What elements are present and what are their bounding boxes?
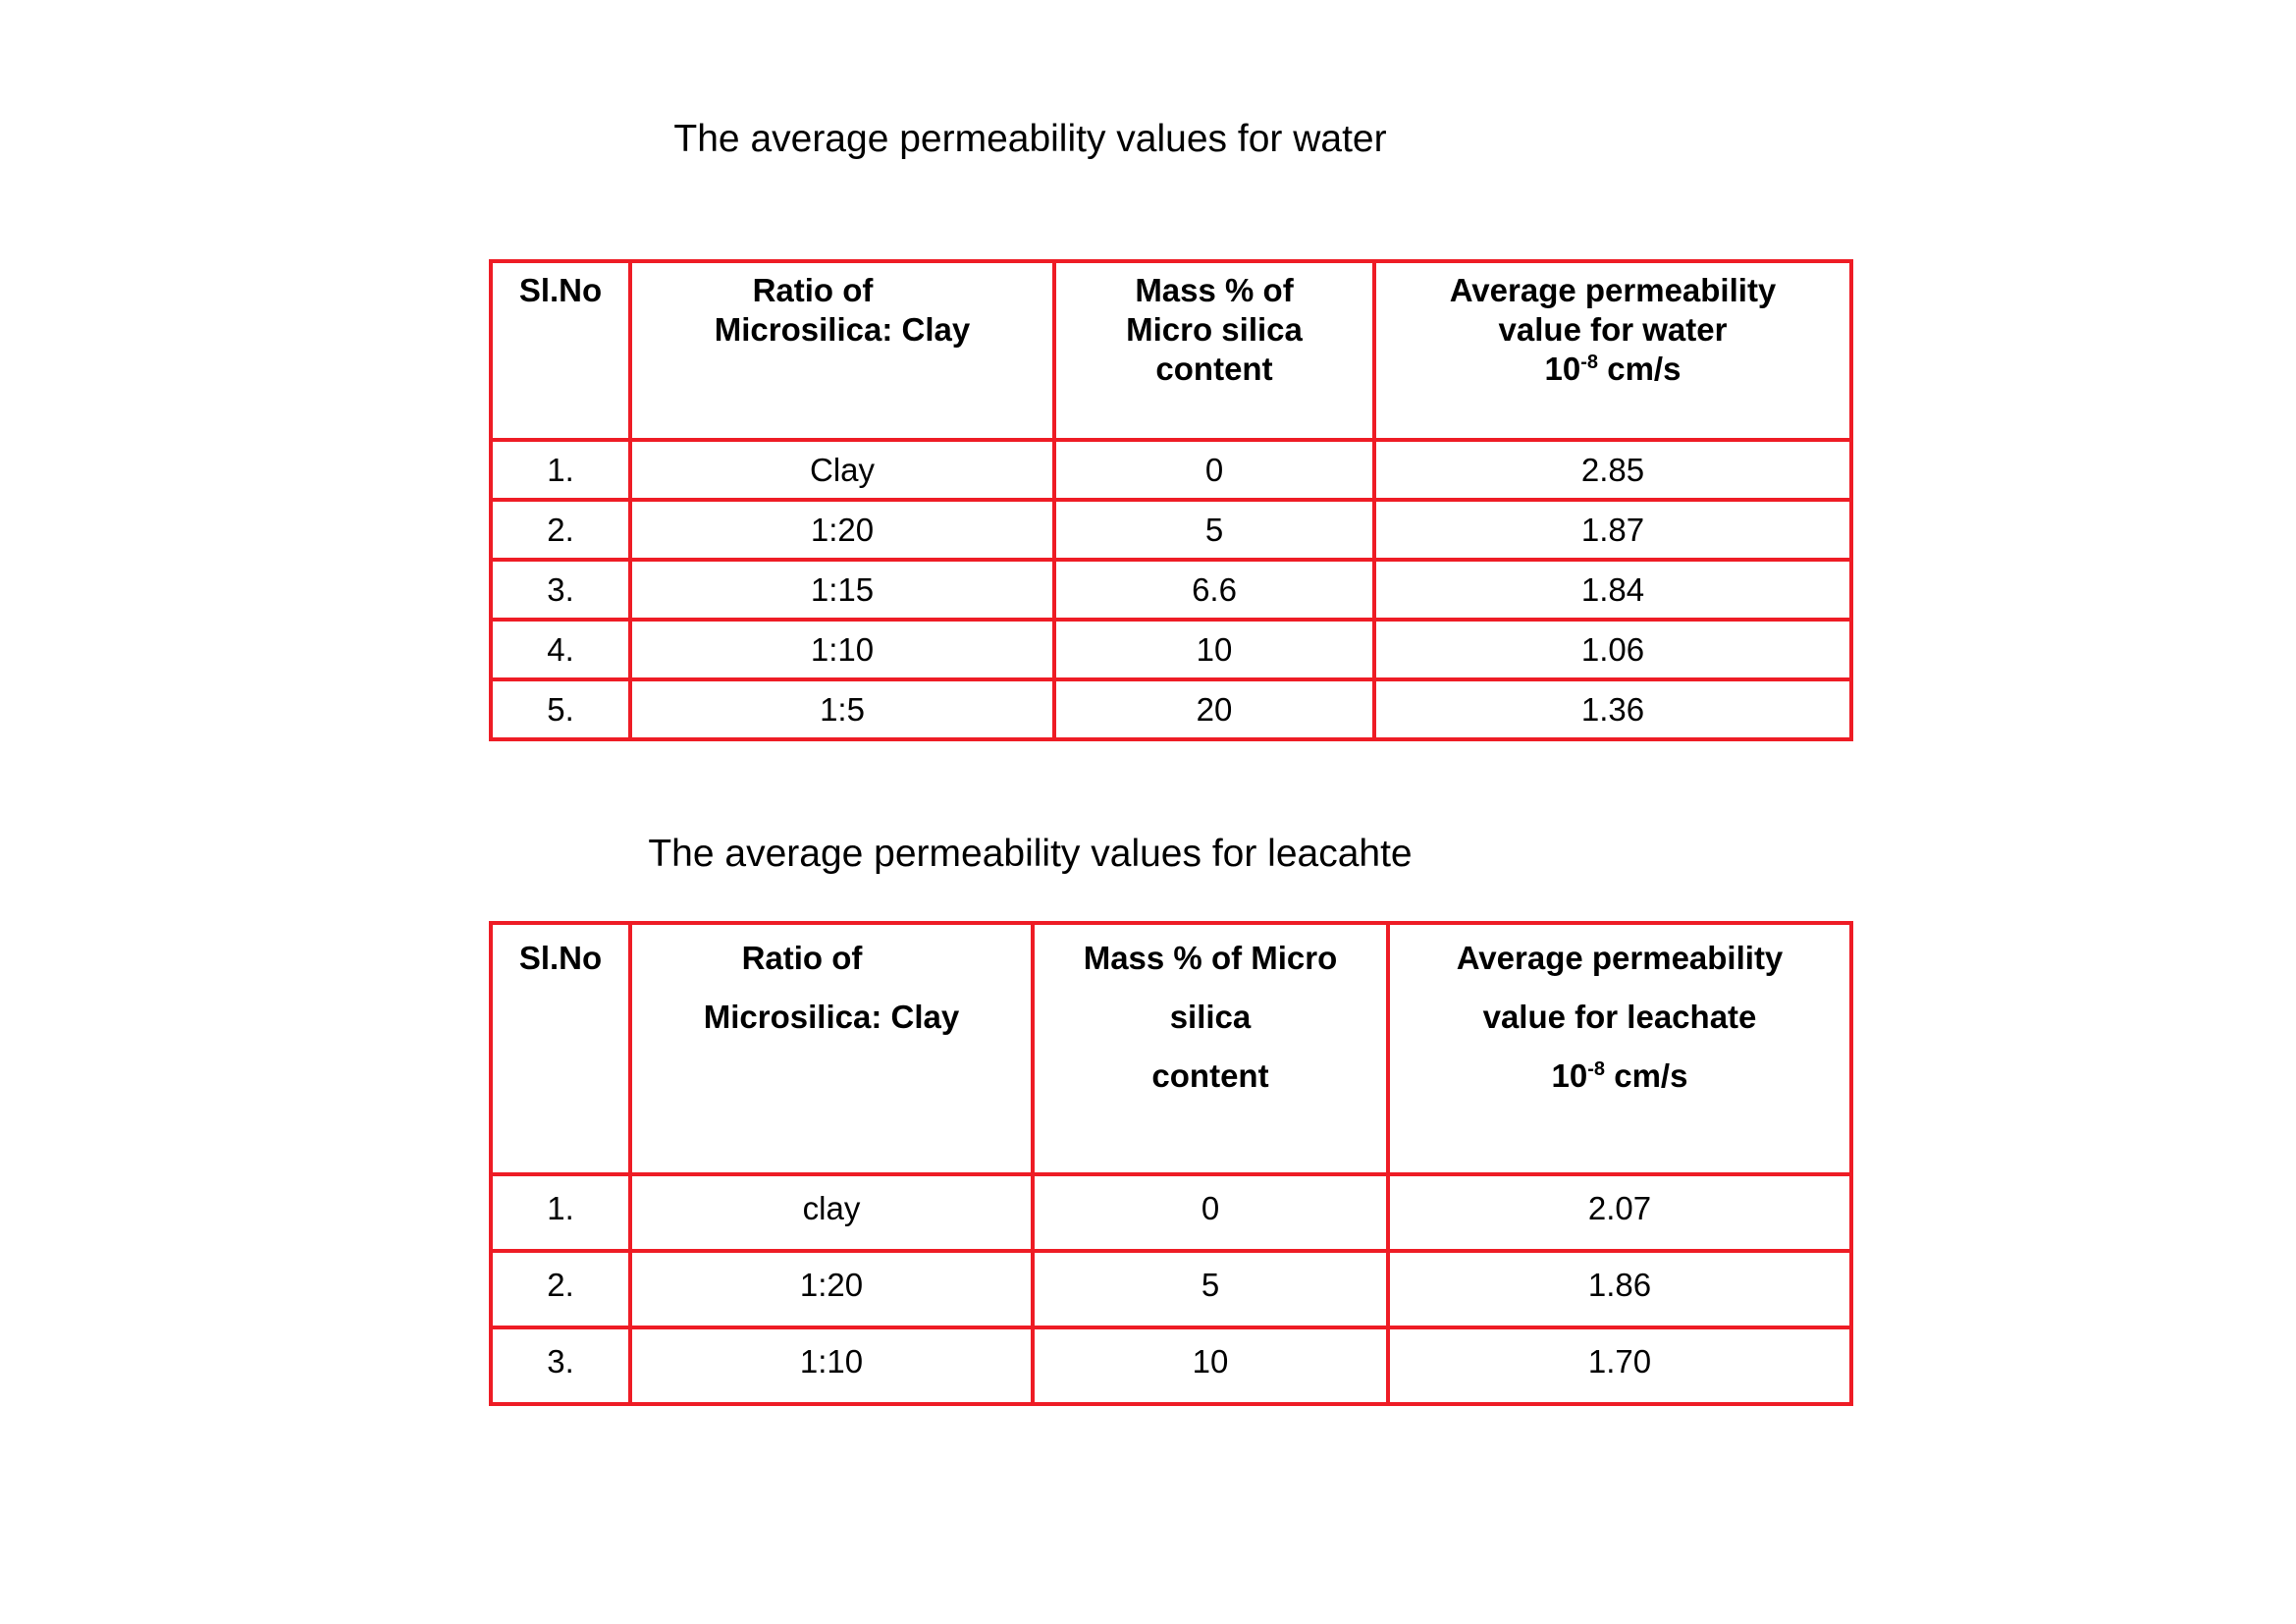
unit-rest: cm/s	[1598, 351, 1682, 387]
table-row	[491, 1327, 1851, 1404]
cell-ratio: 1:20	[630, 500, 1054, 560]
cell-mass: 0	[1054, 440, 1374, 500]
cell-sl-no: 4.	[491, 620, 630, 679]
cell-ratio: clay	[630, 1174, 1033, 1251]
header-perm-line: value for water	[1498, 311, 1728, 348]
cell-mass: 6.6	[1054, 560, 1374, 620]
table-row	[491, 1251, 1851, 1327]
header-row	[491, 261, 1851, 440]
cell-permeability: 2.07	[1388, 1174, 1851, 1251]
table-row	[491, 679, 1851, 739]
water-table-title: The average permeability values for water	[673, 118, 1387, 160]
table-row	[491, 440, 1851, 500]
header-permeability	[1388, 923, 1851, 1174]
header-permeability	[1374, 261, 1851, 440]
header-sl-no: Sl.No	[491, 261, 630, 440]
table-row	[491, 620, 1851, 679]
cell-permeability: 1.87	[1374, 500, 1851, 560]
header-mass-line: Mass % of Micro	[1083, 940, 1338, 976]
header-row	[491, 923, 1851, 1174]
unit-exponent: -8	[1587, 1058, 1606, 1080]
cell-ratio: 1:15	[630, 560, 1054, 620]
header-ratio-line: Microsilica: Clay	[703, 999, 960, 1035]
header-mass-line: Micro silica	[1126, 311, 1303, 348]
cell-permeability: 1.86	[1388, 1251, 1851, 1327]
header-perm-line: value for leachate	[1482, 999, 1757, 1035]
cell-sl-no: 2.	[491, 1251, 630, 1327]
cell-mass: 0	[1033, 1174, 1388, 1251]
header-mass-line: content	[1151, 1057, 1269, 1094]
header-perm-unit	[1390, 1047, 1849, 1106]
table-row	[491, 560, 1851, 620]
cell-ratio: 1:10	[630, 620, 1054, 679]
header-perm-line: Average permeability	[1456, 940, 1784, 976]
cell-mass: 5	[1033, 1251, 1388, 1327]
unit-base: 10	[1551, 1057, 1588, 1094]
cell-permeability: 2.85	[1374, 440, 1851, 500]
header-mass-line: silica	[1169, 999, 1252, 1035]
header-sl-no: Sl.No	[491, 923, 630, 1174]
cell-ratio: 1:5	[630, 679, 1054, 739]
table-row	[491, 500, 1851, 560]
cell-mass: 10	[1054, 620, 1374, 679]
cell-sl-no: 3.	[491, 560, 630, 620]
header-ratio-line: Microsilica: Clay	[714, 311, 971, 348]
cell-mass: 5	[1054, 500, 1374, 560]
header-perm-line: Average permeability	[1449, 272, 1777, 308]
cell-ratio: 1:20	[630, 1251, 1033, 1327]
leachate-table-title: The average permeability values for leacahte	[648, 833, 1413, 875]
header-mass	[1054, 261, 1374, 440]
header-ratio-line: Ratio of	[741, 940, 863, 976]
header-perm-unit	[1376, 350, 1849, 389]
cell-permeability: 1.84	[1374, 560, 1851, 620]
cell-sl-no: 2.	[491, 500, 630, 560]
cell-permeability: 1.36	[1374, 679, 1851, 739]
header-mass	[1033, 923, 1388, 1174]
cell-sl-no: 5.	[491, 679, 630, 739]
cell-sl-no: 3.	[491, 1327, 630, 1404]
cell-sl-no: 1.	[491, 440, 630, 500]
unit-base: 10	[1544, 351, 1581, 387]
header-ratio-line: Ratio of	[752, 272, 874, 308]
table-row	[491, 1174, 1851, 1251]
cell-mass: 10	[1033, 1327, 1388, 1404]
header-mass-line: content	[1155, 351, 1273, 387]
cell-permeability: 1.70	[1388, 1327, 1851, 1404]
cell-permeability: 1.06	[1374, 620, 1851, 679]
header-mass-line: Mass % of	[1135, 272, 1294, 308]
cell-sl-no: 1.	[491, 1174, 630, 1251]
cell-ratio: Clay	[630, 440, 1054, 500]
unit-exponent: -8	[1580, 352, 1599, 373]
cell-mass: 20	[1054, 679, 1374, 739]
header-ratio	[630, 923, 1033, 1174]
cell-ratio: 1:10	[630, 1327, 1033, 1404]
unit-rest: cm/s	[1605, 1057, 1688, 1094]
header-ratio	[630, 261, 1054, 440]
leachate-permeability-table	[489, 921, 1853, 1406]
water-permeability-table	[489, 259, 1853, 741]
